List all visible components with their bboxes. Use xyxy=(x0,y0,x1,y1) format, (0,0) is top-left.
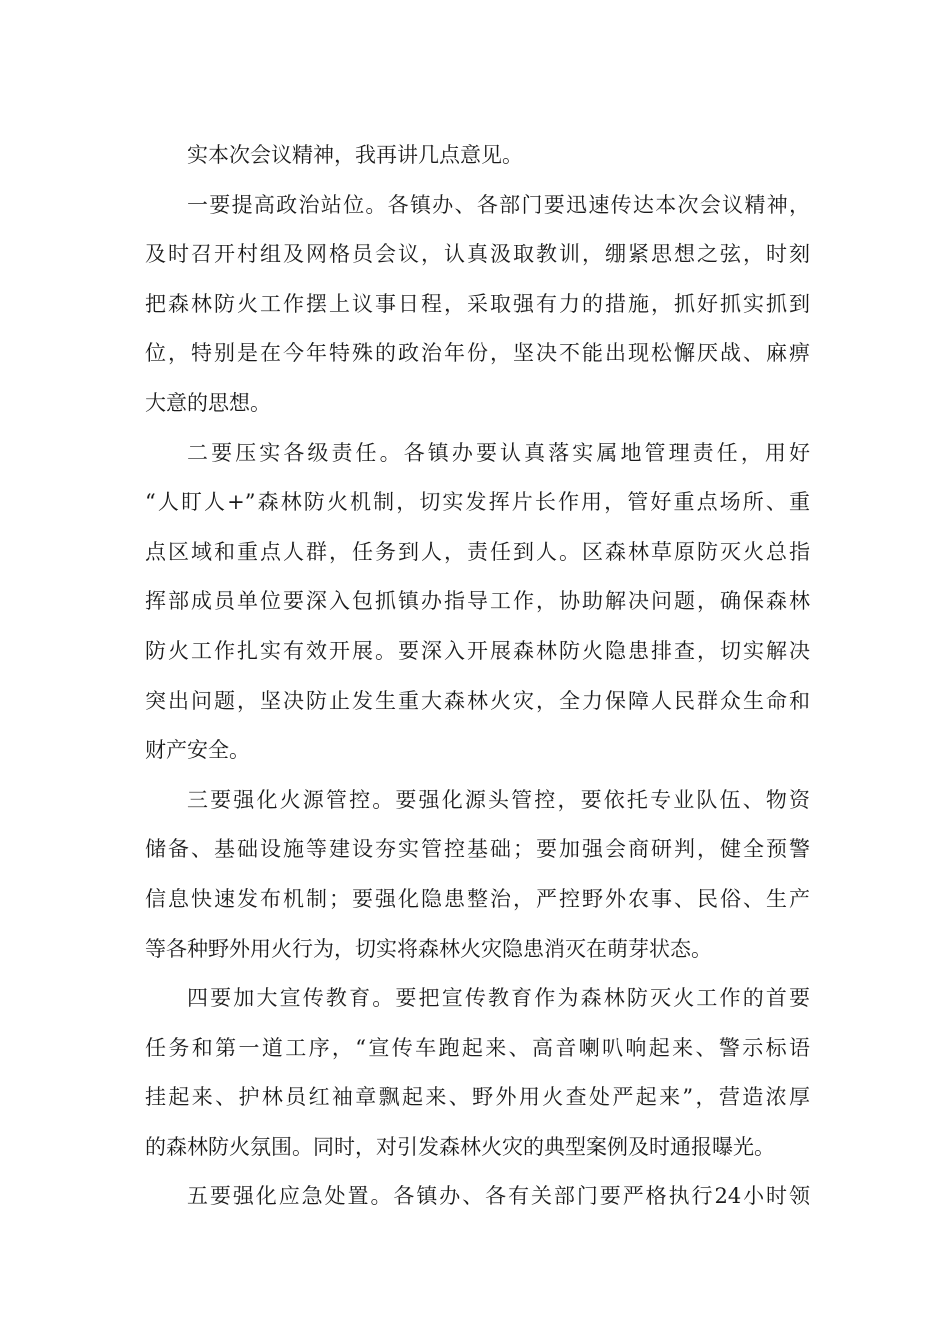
text-line: 突出问题，坚决防止发生重大森林火灾，全力保障人民群众生命和 xyxy=(145,688,810,713)
text-line: 二要压实各级责任。各镇办要认真落实属地管理责任，用好 xyxy=(187,440,810,465)
text-line: 四要加大宣传教育。要把宣传教育作为森林防灭火工作的首要 xyxy=(187,986,810,1011)
text-line: 一要提高政治站位。各镇办、各部门要迅速传达本次会议精神， xyxy=(187,192,810,217)
text-line: 的森林防火氛围。同时，对引发森林火灾的典型案例及时通报曝光。 xyxy=(145,1134,775,1159)
text-line: “人盯人+”森林防火机制，切实发挥片长作用，管好重点场所、重 xyxy=(145,490,810,515)
paragraph-point-3 xyxy=(145,776,810,974)
text-line: 等各种野外用火行为，切实将森林火灾隐患消灭在萌芽状态。 xyxy=(145,936,712,961)
text-line: 五要强化应急处置。各镇办、各有关部门要严格执行24小时领 xyxy=(187,1184,810,1209)
text-line: 防火工作扎实有效开展。要深入开展森林防火隐患排查，切实解决 xyxy=(145,638,810,663)
paragraph-point-5 xyxy=(145,1172,810,1222)
paragraph-intro xyxy=(145,131,810,181)
text-line: 点区域和重点人群，任务到人，责任到人。区森林草原防灭火总指 xyxy=(145,539,810,564)
text-line: 位，特别是在今年特殊的政治年份，坚决不能出现松懈厌战、麻痹 xyxy=(145,341,810,366)
paragraph-point-2 xyxy=(145,429,810,776)
document-body xyxy=(145,131,810,1222)
text-line: 三要强化火源管控。要强化源头管控，要依托专业队伍、物资 xyxy=(187,787,810,812)
text-line: 信息快速发布机制；要强化隐患整治，严控野外农事、民俗、生产 xyxy=(145,886,810,911)
text-line: 挂起来、护林员红袖章飘起来、野外用火查处严起来”，营造浓厚 xyxy=(145,1085,810,1110)
text-line: 实本次会议精神，我再讲几点意见。 xyxy=(187,143,523,167)
text-line: 大意的思想。 xyxy=(145,390,271,415)
text-line: 挥部成员单位要深入包抓镇办指导工作，协助解决问题，确保森林 xyxy=(145,589,810,614)
paragraph-point-1 xyxy=(145,181,810,429)
text-line: 财产安全。 xyxy=(145,738,250,763)
text-line: 及时召开村组及网格员会议，认真汲取教训，绷紧思想之弦，时刻 xyxy=(145,242,810,267)
text-line: 任务和第一道工序，“宣传车跑起来、高音喇叭响起来、警示标语 xyxy=(145,1035,810,1060)
paragraph-point-4 xyxy=(145,974,810,1172)
text-line: 把森林防火工作摆上议事日程，采取强有力的措施，抓好抓实抓到 xyxy=(145,291,810,316)
text-line: 储备、基础设施等建设夯实管控基础；要加强会商研判，健全预警 xyxy=(145,837,810,862)
